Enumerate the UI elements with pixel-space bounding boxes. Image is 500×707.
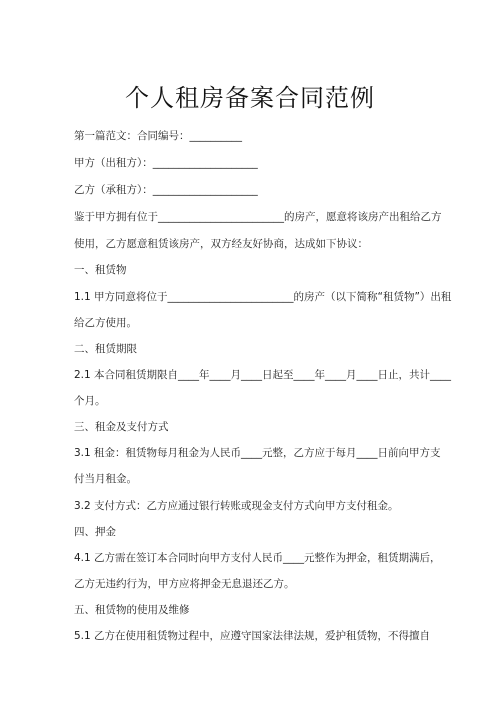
section-heading-2: 二、租赁期限 <box>74 343 137 355</box>
clause-1-1-line-2: 给乙方使用。 <box>74 317 137 329</box>
clause-4-1-line-1: 4.1 乙方需在签订本合同时向甲方支付人民币____元整作为押金，租赁期满后， <box>74 552 441 564</box>
preamble-line-1: 鉴于甲方拥有位于________________________的房产，愿意将该房产出租给乙方 <box>74 211 442 223</box>
contract-number-line: 第一篇范文：合同编号：__________ <box>74 130 242 142</box>
clause-2-1-line-1: 2.1 本合同租赁期限自____年____月____日起至____年____月____日止，共计____ <box>74 369 452 381</box>
clause-4-1-line-2: 乙方无违约行为，甲方应将押金无息退还乙方。 <box>74 578 295 590</box>
section-heading-3: 三、租金及支付方式 <box>74 421 169 433</box>
section-heading-4: 四、押金 <box>74 526 116 538</box>
clause-1-1-line-1: 1.1 甲方同意将位于________________________的房产（以下简称“租赁物”）出租 <box>74 291 452 303</box>
party-b-line: 乙方（承租方）：____________________ <box>74 184 258 196</box>
party-a-line: 甲方（出租方）：____________________ <box>74 157 258 169</box>
document-title: 个人租房备案合同范例 <box>125 84 375 112</box>
section-heading-5: 五、租赁物的使用及维修 <box>74 604 190 616</box>
clause-3-1-line-2: 付当月租金。 <box>74 473 137 485</box>
clause-3-1-line-1: 3.1 租金：租赁物每月租金为人民币____元整，乙方应于每月____日前向甲方支 <box>74 447 441 459</box>
section-heading-1: 一、租赁物 <box>74 264 127 276</box>
clause-3-2-line: 3.2 支付方式：乙方应通过银行转账或现金支付方式向甲方支付租金。 <box>74 500 399 512</box>
preamble-line-2: 使用，乙方愿意租赁该房产，双方经友好协商，达成如下协议： <box>74 238 368 250</box>
clause-5-1-line-1: 5.1 乙方在使用租赁物过程中，应遵守国家法律法规，爱护租赁物，不得擅自 <box>74 630 431 642</box>
clause-2-1-line-2: 个月。 <box>74 395 106 407</box>
